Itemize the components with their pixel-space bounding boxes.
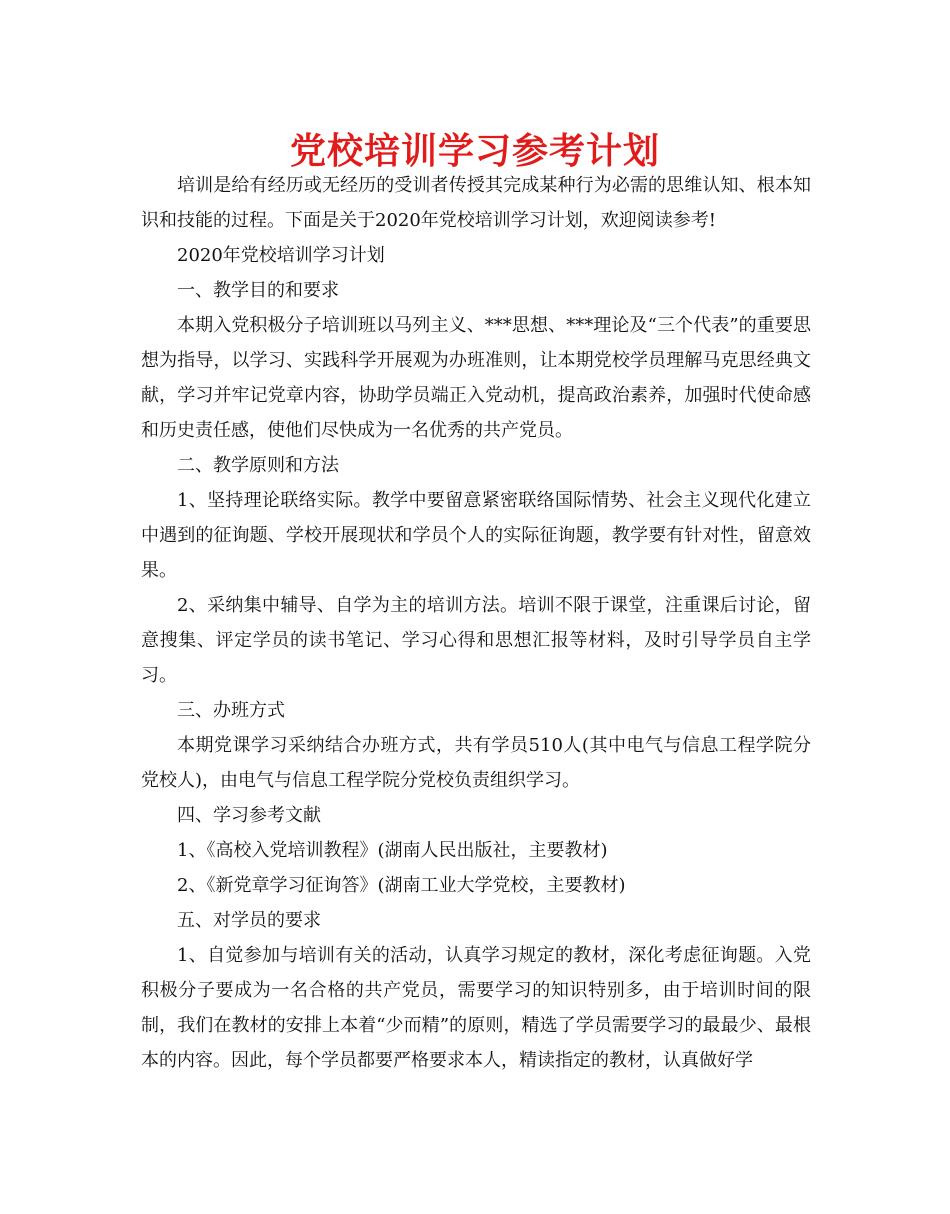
section-heading-1: 一、教学目的和要求 <box>177 280 339 301</box>
section-3-paragraph: 本期党课学习采纳结合办班方式，共有学员510人(其中电气与信息工程学院分党校人)，由电气与信息工程学院分党校负责组织学习。 <box>141 735 811 791</box>
section-heading-4: 四、学习参考文献 <box>177 805 321 826</box>
section-2-item-2: 2、采纳集中辅导、自学为主的培训方法。培训不限于课堂，注重课后讨论，留意搜集、评定学员的读书笔记、学习心得和思想汇报等材料，及时引导学员自主学习。 <box>141 595 811 686</box>
section-5-item-1: 1、自觉参加与培训有关的活动，认真学习规定的教材，深化考虑征询题。入党积极分子要成为一名合格的共产党员，需要学习的知识特别多，由于培训时间的限制，我们在教材的安排上本着“少而精”的原则，精选了学员需要学习的最最少、最根本的内容。因此，每个学员都要严格要求本人，精读指定的教材，认真做好学 <box>141 945 811 1071</box>
reference-item-1: 1、《高校入党培训教程》(湖南人民出版社，主要教材) <box>177 840 608 861</box>
section-heading-5: 五、对学员的要求 <box>177 910 321 931</box>
document-body <box>141 168 811 1078</box>
section-heading-2: 二、教学原则和方法 <box>177 455 339 476</box>
section-2-item-1: 1、坚持理论联络实际。教学中要留意紧密联络国际情势、社会主义现代化建立中遇到的征询题、学校开展现状和学员个人的实际征询题，教学要有针对性，留意效果。 <box>141 490 811 581</box>
section-heading-3: 三、办班方式 <box>177 700 285 721</box>
reference-item-2: 2、《新党章学习征询答》(湖南工业大学党校，主要教材) <box>177 875 626 896</box>
document-title: 党校培训学习参考计划 <box>289 131 660 172</box>
subtitle-line: 2020年党校培训学习计划 <box>177 245 385 266</box>
intro-paragraph: 培训是给有经历或无经历的受训者传授其完成某种行为必需的思维认知、根本知识和技能的过程。下面是关于2020年党校培训学习计划，欢迎阅读参考! <box>141 175 811 231</box>
section-1-paragraph: 本期入党积极分子培训班以马列主义、***思想、***理论及“三个代表”的重要思想为指导，以学习、实践科学开展观为办班准则，让本期党校学员理解马克思经典文献，学习并牢记党章内容，协助学员端正入党动机，提高政治素养，加强时代使命感和历史责任感，使他们尽快成为一名优秀的共产党员。 <box>141 315 811 441</box>
